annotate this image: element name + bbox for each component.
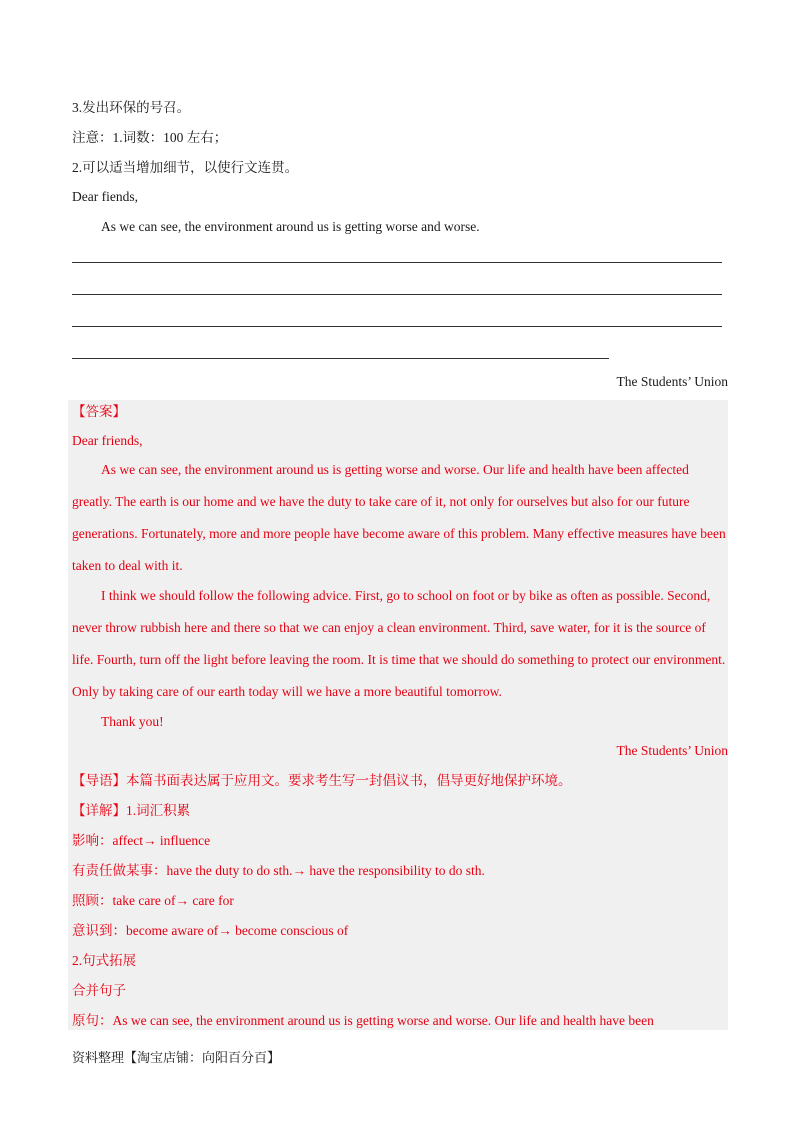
- combine-heading: 合并句子: [72, 983, 126, 998]
- letter-opening: As we can see, the environment around us is getting worse and worse.: [101, 219, 480, 234]
- answer-thanks: Thank you!: [101, 714, 164, 729]
- vocab-item: 有责任做某事：have the duty to do sth.→ have the responsibility to do sth.: [72, 863, 485, 878]
- page-footer: 资料整理【淘宝店铺：向阳百分百】: [72, 1050, 281, 1065]
- vocab-item: 照顾：take care of→ care for: [72, 893, 234, 908]
- answer-greeting: Dear friends,: [72, 433, 143, 448]
- original-sentence: 原句：As we can see, the environment around us is getting worse and worse. Our life and health have been: [72, 1013, 654, 1028]
- answer-paragraph-1: As we can see, the environment around us is getting worse and worse. Our life and health have been affected greatly. The earth is our home and we have the duty to take care of it, not only for ourselves but also for our future generations. Fortunately, more and more people have become aware of this problem. Many effective measures have been taken to deal with it.: [72, 462, 726, 573]
- guide-text: 【导语】本篇书面表达属于应用文。要求考生写一封倡议书，倡导更好地保护环境。: [72, 773, 572, 788]
- answer-signature: The Students’ Union: [616, 743, 728, 758]
- answer-line-2: [72, 294, 722, 295]
- answer-line-1: [72, 262, 722, 263]
- section-heading: 2.句式拓展: [72, 953, 137, 968]
- note-word-count: 注意：1.词数：100 左右；: [72, 130, 228, 145]
- letter-greeting: Dear fiends,: [72, 189, 138, 204]
- detail-heading: 【详解】1.词汇积累: [72, 803, 191, 818]
- task-item-3: 3.发出环保的号召。: [72, 100, 191, 115]
- answer-label: 【答案】: [72, 404, 126, 419]
- answer-paragraph-2: I think we should follow the following advice. First, go to school on foot or by bike as often as possible. Second, never throw rubbish here and there so that we can enjoy a clean environment. Third, save water, for it is the source of life. Fourth, turn off the light before leaving the room. It is time that we should do something to protect our environment. Only by taking care of our earth today will we have a more beautiful tomorrow.: [72, 588, 726, 699]
- letter-signature: The Students’ Union: [616, 374, 728, 389]
- note-details: 2.可以适当增加细节，以使行文连贯。: [72, 160, 299, 175]
- answer-line-4: [72, 358, 609, 359]
- vocab-item: 意识到：become aware of→ become conscious of: [72, 923, 349, 938]
- vocab-item: 影响：affect→ influence: [72, 833, 211, 848]
- answer-line-3: [72, 326, 722, 327]
